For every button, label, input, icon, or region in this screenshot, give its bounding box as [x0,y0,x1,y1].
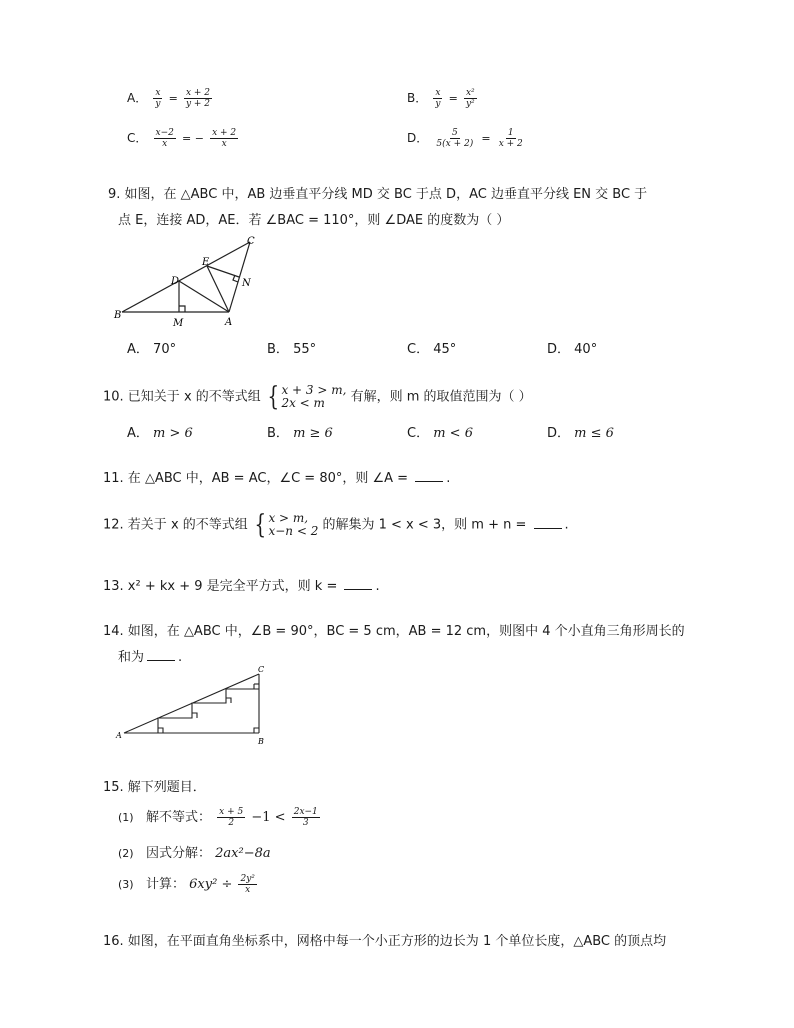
q14-stem-line1: 14. 如图，在 △ABC 中，∠B = 90°，BC = 5 cm，AB = 12 cm，则图中 4 个小直角三角形周长的 [103,624,685,639]
label-c: C [258,665,265,674]
option-label: B． [267,426,289,441]
option-label: B． [267,342,289,357]
numerator: x [155,88,161,98]
fraction [184,88,212,109]
numerator: x² [465,88,475,98]
label-n: N [242,278,251,289]
option-label: C． [127,131,148,145]
answer-blank [415,469,443,482]
q9-option-a [127,338,176,357]
fraction [238,874,256,895]
fraction [434,128,475,149]
option-label: D． [547,426,571,441]
inequality-mid: −1 < [251,810,286,825]
option-value: m > 6 [153,426,193,441]
label-b: B [114,310,122,321]
answer-blank [534,516,562,529]
fraction [154,128,176,149]
option-label: A． [127,426,149,441]
q12-suffix: 的解集为 1 < x < 3，则 m + n = [322,517,531,533]
q15-title: 15. 解下列题目． [103,780,206,795]
q9-stem-line2: 点 E，连接 AD，AE．若 ∠BAC = 110°，则 ∠DAE 的度数为（ ） [118,213,510,228]
option-value: 70° [153,342,177,357]
option-label: C． [407,342,430,357]
numerator: 2y² [240,874,255,884]
brace-icon: { [267,382,279,412]
denominator: y² [465,99,475,109]
fraction [497,128,525,149]
part-label: (2) [118,847,134,860]
numerator: 1 [507,128,514,138]
option-value: 40° [574,342,598,357]
inequality-system [265,384,347,410]
numerator: x + 5 [219,807,244,817]
label-a: A [225,317,233,328]
q9-option-d [547,338,597,357]
brace-icon: { [254,510,266,540]
q11-end: . [446,471,451,486]
denominator: x + 2 [498,139,523,149]
q11-stem [103,467,450,486]
numerator: 2x−1 [293,807,318,817]
fraction [433,88,442,109]
label-e: E [202,257,210,268]
part-text: 计算： [146,877,186,892]
option-label: A． [127,342,149,357]
fraction [217,807,245,828]
expression: 2ax²−8a [215,846,271,861]
option-label: A． [127,91,148,105]
numerator: x + 2 [185,88,211,98]
denominator: x [162,139,168,149]
q15-part3 [118,873,259,895]
right-angle-mark [179,306,185,312]
option-value: m ≤ 6 [574,426,614,441]
part-text: 解不等式： [146,810,212,825]
system-line: x + 3 > m, [281,383,347,397]
q13-end: . [375,579,380,594]
option-label: D． [547,342,571,357]
numerator: x + 2 [212,128,237,138]
q14-line2-text: 和为 [118,650,145,665]
denominator: y + 2 [185,99,211,109]
part-text: 因式分解： [146,846,212,861]
part-label: (1) [118,811,134,824]
numerator: x−2 [155,128,174,138]
q10-option-b [267,422,333,441]
right-angle-mark [226,698,231,703]
q10-option-d [547,422,614,441]
segment-ac [229,242,250,312]
q11-text: 11. 在 △ABC 中，AB = AC，∠C = 80°，则 ∠A = [103,471,413,486]
q10-prefix: 10. 已知关于 x 的不等式组 [103,389,261,405]
q10-suffix: 有解，则 m 的取值范围为（ ） [350,389,532,405]
q16-stem: 16. 如图，在平面直角坐标系中，网格中每一个小正方形的边长为 1 个单位长度，△ABC 的顶点均 [103,934,667,949]
option-value: 55° [293,342,317,357]
q10-option-a [127,422,193,441]
answer-blank [147,648,175,661]
label-a: A [116,731,122,740]
fraction [292,807,320,828]
q12-end: . [564,517,569,533]
fraction [464,88,477,109]
denominator: x [245,885,251,895]
equals: = [448,92,458,105]
q10-option-c [407,422,473,441]
q13-text: 13. x² + kx + 9 是完全平方式，则 k = [103,579,342,594]
fraction [210,128,238,149]
equals: = [481,132,491,145]
system-line: x−n < 2 [268,524,319,538]
denominator: 5(x + 2) [436,139,474,149]
option-value: 45° [433,342,457,357]
part-label: (3) [118,878,134,891]
q9-figure [112,232,272,330]
q8-option-d [407,128,527,149]
option-label: D． [407,131,429,145]
denominator: x [221,139,227,149]
denominator: y [435,99,441,109]
q8-option-b [407,88,479,109]
segment-bc [122,242,250,312]
equals: = − [182,132,204,145]
denominator: y [155,99,161,109]
option-value: m ≥ 6 [293,426,333,441]
q9-option-b [267,338,316,357]
option-value: m < 6 [433,426,473,441]
equals: = [168,92,178,105]
label-d: D [171,276,180,287]
option-label: B． [407,91,428,105]
system-line: 2x < m [281,396,325,410]
label-c: C [247,236,255,247]
expression: 6xy² ÷ [189,877,233,892]
q9-option-c [407,338,456,357]
q14-end: . [178,650,183,665]
q13-stem [103,575,380,594]
right-angle-mark [158,728,163,733]
q8-option-c [127,128,240,149]
q15-part1 [118,806,322,828]
right-angle-mark [254,728,259,733]
q15-part2 [118,842,271,861]
q14-figure [112,662,272,748]
q12-prefix: 12. 若关于 x 的不等式组 [103,517,248,533]
denominator: 3 [302,818,309,828]
answer-blank [344,577,372,590]
system-line: x > m, [268,511,309,525]
numerator: x [435,88,441,98]
q12-stem [103,512,569,538]
fraction [153,88,162,109]
label-m: M [173,318,184,329]
numerator: 5 [451,128,458,138]
denominator: 2 [228,818,235,828]
inequality-system [252,512,318,538]
label-b: B [258,737,264,746]
q10-stem [103,384,532,410]
option-label: C． [407,426,430,441]
q8-option-a [127,88,214,109]
q9-stem-line1: 9. 如图，在 △ABC 中，AB 边垂直平分线 MD 交 BC 于点 D，AC 边垂直平分线 EN 交 BC 于 [108,187,648,202]
right-angle-mark [192,713,197,718]
